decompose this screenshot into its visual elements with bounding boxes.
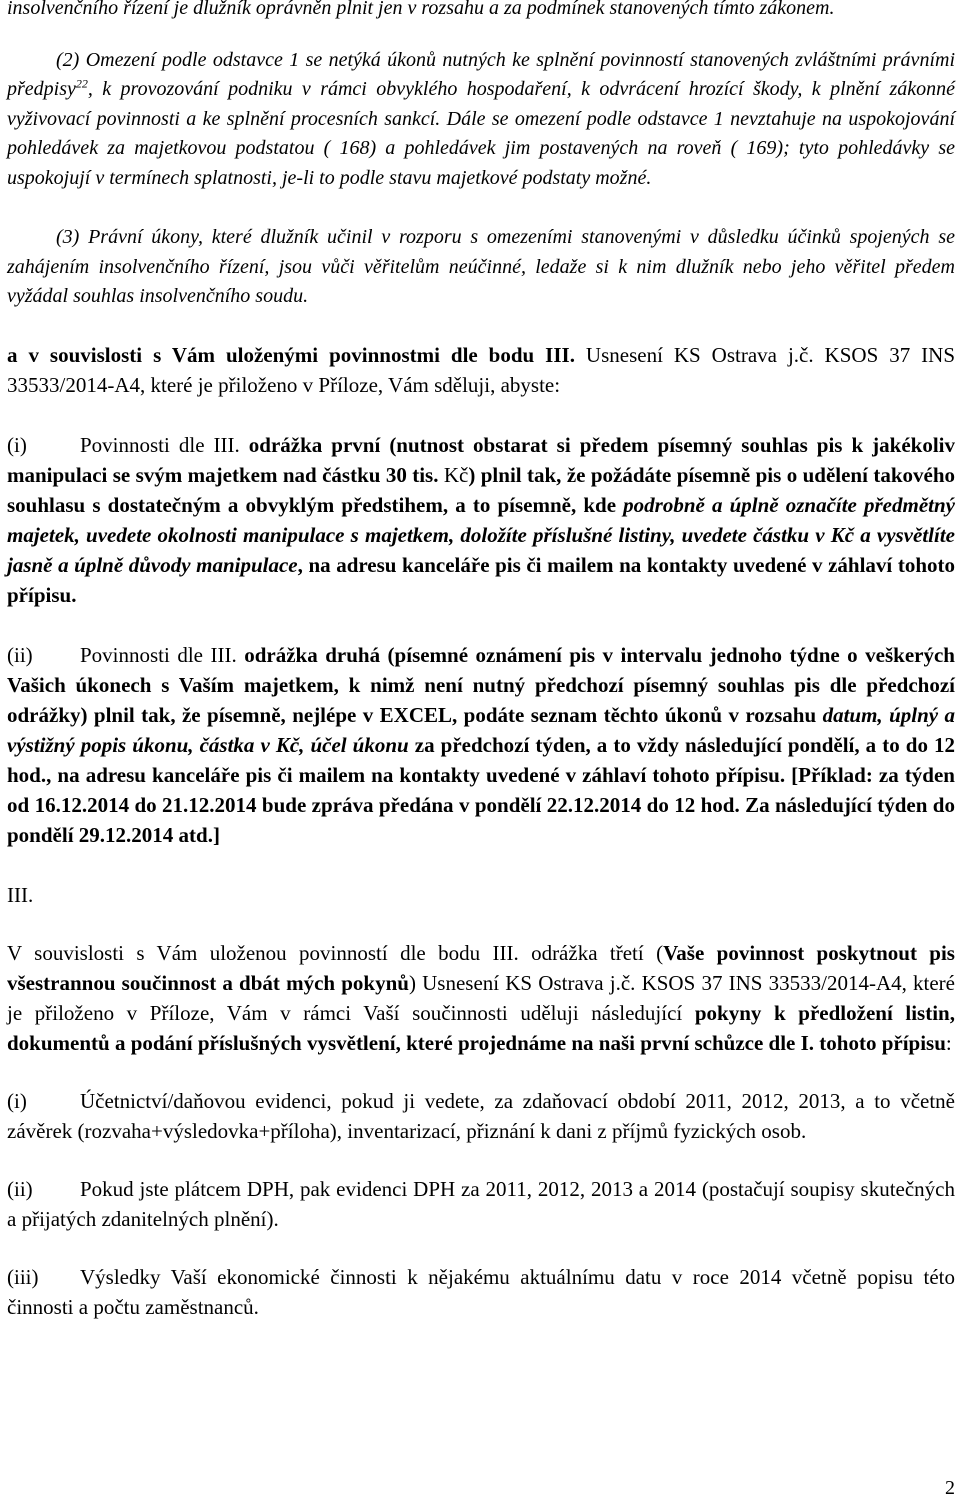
document-list-item-label: (i): [7, 1088, 27, 1113]
document-page: [7, 0, 955, 1322]
duty-item-1-bold-1: odrážka první (nutnost obstarat si předem písemný souhlas pis k jakékoliv manipulaci se svým majetkem nad částku 30 tis.: [7, 432, 955, 487]
document-list-item: [7, 1174, 955, 1234]
document-list-item: [7, 1086, 955, 1146]
section-heading: III.: [7, 882, 34, 907]
document-list-item-text: Výsledky Vaší ekonomické činnosti k nějakému aktuálnímu datu v roce 2014 včetně popisu této činnosti a počtu zaměstnanců.: [7, 1264, 955, 1319]
document-list-item-text: Účetnictví/daňovou evidenci, pokud ji vedete, za zdaňovací období 2011, 2012, 2013, a to včetně závěrek (rozvaha+výsledovka+příloha), inventarizací, přiznání k dani z příjmů fyzických osob.: [7, 1088, 955, 1143]
law-paragraph-2: [7, 46, 955, 194]
duty-item-1-lead: Povinnosti dle III.: [80, 432, 249, 457]
document-list-item: [7, 1262, 955, 1322]
document-list-item-text: Pokud jste plátcem DPH, pak evidenci DPH za 2011, 2012, 2013 a 2014 (postačují soupisy skutečných a přijatých zdanitelných plnění).: [7, 1176, 955, 1231]
duty-item-2: [7, 640, 955, 850]
duty-item-2-lead: Povinnosti dle III.: [80, 642, 245, 667]
instructions-plain-2: ) Usnesení KS Ostrava j.č. KSOS 37 INS 33533/2014-A4, které je přiloženo v Příloze, Vám v rámci Vaší součinnosti uděluji následující: [7, 970, 955, 1025]
duty-item-1-bold-3: , na adresu kanceláře pis či mailem na kontakty uvedené v záhlaví tohoto přípisu.: [7, 552, 955, 607]
instructions-paragraph: [7, 938, 955, 1058]
instructions-bold-2: pokyny k předložení listin, dokumentů a podání příslušných vysvětlení, které projednáme na naši první schůzce dle I. tohoto přípisu: [7, 1000, 955, 1055]
document-list-item-label: (iii): [7, 1264, 39, 1289]
intro-paragraph: [7, 340, 955, 400]
duty-item-2-label: (ii): [7, 642, 33, 667]
continued-paragraph: insolvenčního řízení je dlužník oprávněn plnit jen v rozsahu a za podmínek stanovených tímto zákonem.: [7, 0, 835, 19]
duty-item-2-emphasis: datum, úplný a výstižný popis úkonu, částka v Kč, účel úkonu: [7, 702, 955, 757]
instructions-bold-1: Vaše povinnost poskytnout pis všestrannou součinnost a dbát mých pokynů: [7, 940, 955, 995]
duty-item-2-bold-1: odrážka druhá (písemné oznámení pis v intervalu jednoho týdne o veškerých Vašich úkonech s Vaším majetkem, k nimž není nutný předchozí písemný souhlas pis dle předchozí odrážky) plnil tak, že písemně, nejlépe v EXCEL, podáte seznam těchto úkonů v rozsahu: [7, 642, 955, 727]
instructions-plain-3: :: [945, 1030, 952, 1055]
duty-item-1: [7, 430, 955, 610]
duty-item-1-bold-2: ) plnil tak, že požádáte písemně pis o udělení takového souhlasu s dostatečným a obvyklým předstihem, a to písemně, kde: [7, 462, 955, 517]
footnote-reference: 22: [75, 76, 88, 91]
intro-bold: a v souvislosti s Vám uloženými povinnostmi dle bodu III.: [7, 342, 586, 367]
page-number: 2: [945, 1477, 955, 1499]
document-list-item-label: (ii): [7, 1176, 33, 1201]
duty-item-1-emphasis: podrobně a úplně označíte předmětný majetek, uvedete okolnosti manipulace s majetkem, doložíte příslušné listiny, uvedete částku v Kč a vysvětlíte jasně a úplně důvody manipulace: [7, 492, 955, 577]
intro-rest: Usnesení KS Ostrava j.č. KSOS 37 INS 33533/2014-A4, které je přiloženo v Příloze, Vám sděluji, abyste:: [7, 342, 956, 397]
duty-item-1-currency: Kč: [443, 462, 469, 487]
duty-item-2-bold-2: za předchozí týden, a to vždy následující pondělí, a to do 12 hod., na adresu kanceláře pis či mailem na kontakty uvedené v záhlaví tohoto přípisu. [Příklad: za týden od 16.12.2014 do 21.12.2014 bude zpráva předána v pondělí 22.12.2014 do 12 hod. Za následující týden do pondělí 29.12.2014 atd.]: [7, 732, 955, 847]
law-paragraph-3: (3) Právní úkony, které dlužník učinil v rozporu s omezeními stanovenými v důsledku účinků spojených se zahájením insolvenčního řízení, jsou vůči věřitelům neúčinné, ledaže si k nim dlužník nebo jeho věřitel předem vyžádal souhlas insolvenčního soudu.: [7, 226, 955, 307]
law-paragraph-2-part-a: (2) Omezení podle odstavce 1 se netýká úkonů nutných ke splnění povinností stanovených zvláštními právními předpisy: [7, 48, 955, 100]
instructions-plain-1: V souvislosti s Vám uloženou povinností dle bodu III. odrážka třetí (: [7, 940, 664, 965]
duty-item-1-label: (i): [7, 432, 27, 457]
law-paragraph-2-part-b: , k provozování podniku v rámci obvyklého hospodaření, k odvrácení hrozící škody, k plnění zákonné vyživovací povinnosti a ke splnění procesních sankcí. Dále se omezení podle odstavce 1 nevztahuje na uspokojování pohledávek za majetkovou podstatou ( 168) a pohledávek jim postavených na roveň ( 169); tyto pohledávky se uspokojují v termínech splatnosti, je-li to podle stavu majetkové podstaty možné.: [7, 78, 955, 189]
